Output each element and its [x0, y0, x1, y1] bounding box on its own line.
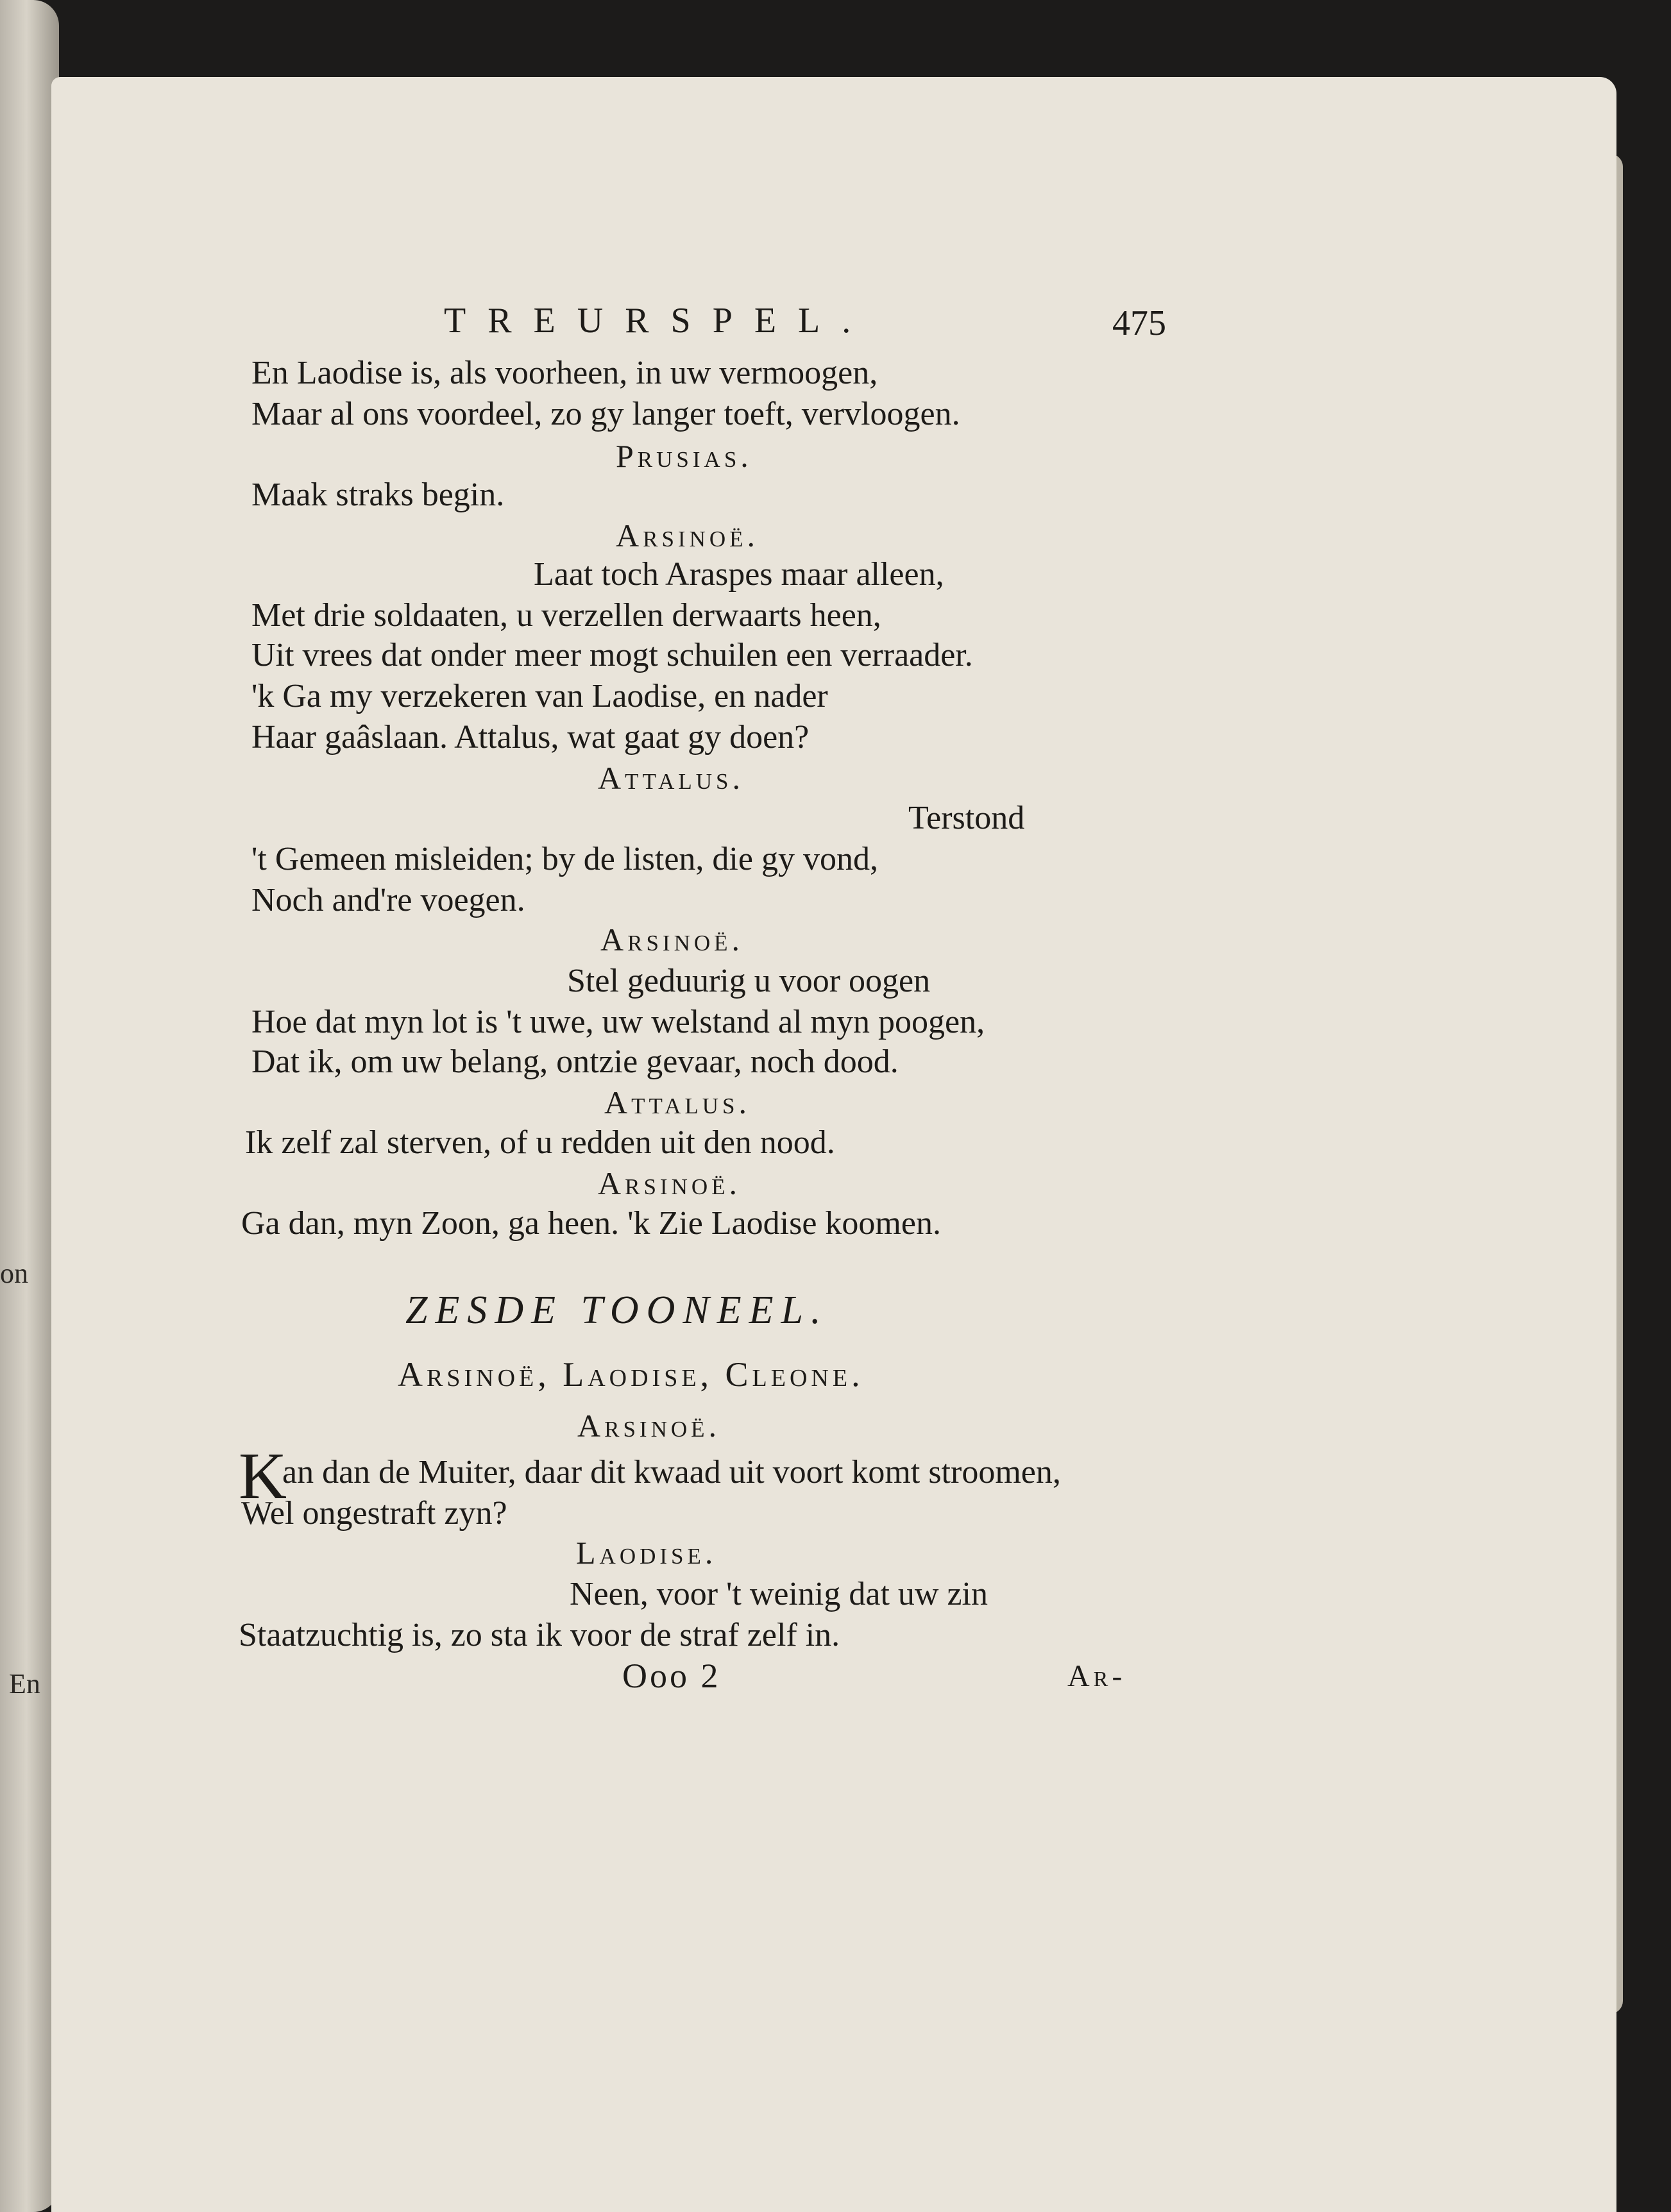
scene-characters: Arsinoë, Laodise, Cleone. — [398, 1355, 864, 1394]
scene-title: ZESDE TOONEEL. — [405, 1288, 829, 1332]
verse-line: Maar al ons voordeel, zo gy langer toeft, vervloogen. — [251, 396, 960, 432]
book-page — [51, 77, 1616, 2212]
verse-line: Wel ongestraft zyn? — [241, 1495, 507, 1532]
running-title: TREURSPEL. — [444, 301, 873, 341]
verse-line: Dat ik, om uw belang, ontzie gevaar, noch dood. — [251, 1043, 899, 1080]
verse-line: Laat toch Araspes maar alleen, — [534, 556, 944, 593]
verse-line: 'k Ga my verzekeren van Laodise, en nader — [251, 678, 828, 714]
verse-line: Stel geduurig u voor oogen — [567, 963, 931, 999]
facing-page-edge — [0, 0, 59, 2212]
facing-page-fragment: on — [0, 1258, 28, 1289]
verse-line: Noch and're voegen. — [251, 882, 525, 918]
speaker-name: Arsinoë. — [577, 1408, 721, 1444]
speaker-name: Attalus. — [604, 1085, 751, 1120]
speaker-name: Arsinoë. — [616, 518, 759, 553]
speaker-name: Attalus. — [598, 760, 744, 796]
verse-line: Neen, voor 't weinig dat uw zin — [570, 1576, 988, 1612]
verse-line: En Laodise is, als voorheen, in uw vermoogen, — [251, 355, 878, 391]
speaker-name: Arsinoë. — [600, 922, 744, 958]
verse-line: Maak straks begin. — [251, 477, 505, 513]
speaker-name: Prusias. — [616, 438, 752, 474]
signature-mark: Ooo 2 — [622, 1657, 721, 1695]
verse-line: Staatzuchtig is, zo sta ik voor de straf zelf in. — [239, 1617, 840, 1653]
verse-line: Terstond — [908, 800, 1025, 836]
drop-cap: K — [239, 1439, 287, 1513]
verse-line: Ga dan, myn Zoon, ga heen. 'k Zie Laodise koomen. — [241, 1205, 941, 1242]
page-number: 475 — [1112, 303, 1166, 343]
catchword: Ar- — [1067, 1659, 1126, 1693]
facing-page-fragment: En — [9, 1668, 40, 1700]
verse-line: an dan de Muiter, daar dit kwaad uit voort komt stroomen, — [282, 1454, 1061, 1490]
speaker-name: Arsinoë. — [598, 1165, 742, 1201]
verse-line: Uit vrees dat onder meer mogt schuilen een verraader. — [251, 637, 973, 673]
verse-line: 't Gemeen misleiden; by de listen, die gy vond, — [251, 841, 878, 877]
verse-line: Hoe dat myn lot is 't uwe, uw welstand al myn poogen, — [251, 1004, 985, 1040]
verse-line: Met drie soldaaten, u verzellen derwaarts heen, — [251, 597, 881, 634]
verse-line: Ik zelf zal sterven, of u redden uit den nood. — [245, 1124, 835, 1161]
verse-line: Haar gaâslaan. Attalus, wat gaat gy doen? — [251, 719, 810, 756]
speaker-name: Laodise. — [576, 1535, 717, 1571]
